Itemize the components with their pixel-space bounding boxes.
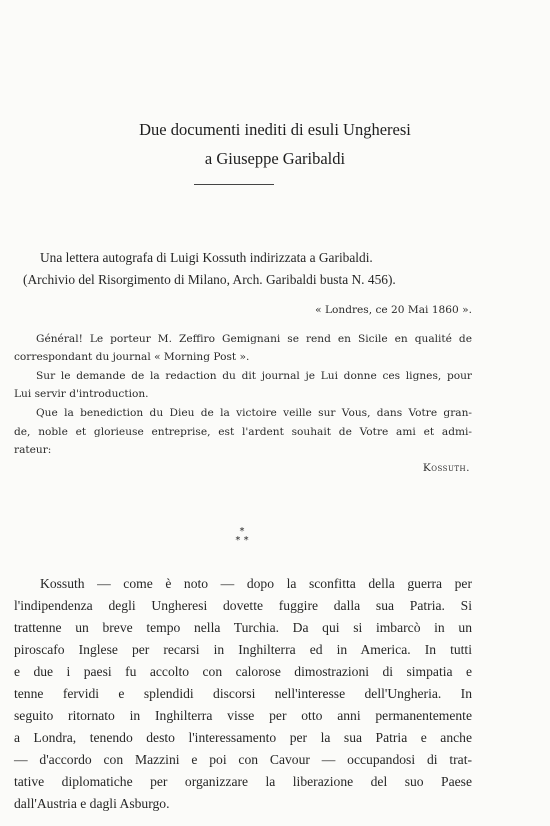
body-line: l'indipendenza degli Ungheresi dovette fuggire dalla sua Patria. Si bbox=[14, 598, 472, 613]
body-line: e due i paesi fu accolto con calorose dimostrazioni di simpatia e bbox=[14, 664, 472, 679]
letter-line: Sur le demande de la redaction du dit journal je Lui donne ces lignes, pour bbox=[36, 370, 472, 382]
title-divider bbox=[194, 184, 274, 185]
body-line: tative diplomatiche per organizzare la liberazione del suo Paese bbox=[14, 774, 472, 789]
letter-line: Général! Le porteur M. Zeffiro Gemignani se rend en Sicile en qualité de bbox=[36, 333, 472, 345]
body-line: — d'accordo con Mazzini e poi con Cavour — occupandosi di trat- bbox=[14, 752, 472, 767]
intro-line-2: (Archivio del Risorgimento di Milano, Arch. Garibaldi busta N. 456). bbox=[23, 272, 396, 287]
separator-top: * bbox=[239, 526, 245, 537]
letter-signature: Kossuth. bbox=[422, 462, 470, 474]
letter-line: correspondant du journal « Morning Post ». bbox=[14, 351, 250, 363]
document-subtitle: a Giuseppe Garibaldi bbox=[204, 149, 346, 168]
body-line: piroscafo Inglese per recarsi in Inghilterra ed in America. In tutti bbox=[14, 642, 472, 657]
separator-bottom: * * bbox=[235, 535, 249, 546]
body-line: seguito ritornato in Inghilterra visse per otto anni permanentemente bbox=[14, 708, 472, 723]
letter-dateline: « Londres, ce 20 Mai 1860 ». bbox=[315, 304, 472, 316]
body-line: tenne fervidi e splendidi discorsi nell'interesse dell'Ungheria. In bbox=[14, 686, 472, 701]
body-line: trattenne un breve tempo nella Turchia. Da qui si imbarcò in un bbox=[14, 620, 472, 635]
letter-line: Que la benediction du Dieu de la victoire veille sur Vous, dans Votre gran- bbox=[36, 407, 472, 419]
intro-line-1: Una lettera autografa di Luigi Kossuth indirizzata a Garibaldi. bbox=[40, 250, 373, 265]
document-title: Due documenti inediti di esuli Ungheresi bbox=[139, 120, 411, 139]
body-line: dall'Austria e dagli Asburgo. bbox=[14, 796, 170, 811]
letter-line: de, noble et glorieuse entreprise, est l'ardent souhait de Votre ami et admi- bbox=[14, 426, 472, 438]
body-line: Kossuth — come è noto — dopo la sconfitta della guerra per bbox=[40, 576, 472, 591]
letter-line: Lui servir d'introduction. bbox=[14, 388, 149, 400]
body-line: a Londra, tenendo desto l'interessamento per la sua Patria e anche bbox=[14, 730, 472, 745]
section-separator bbox=[230, 527, 254, 545]
letter-line: rateur: bbox=[14, 444, 52, 456]
